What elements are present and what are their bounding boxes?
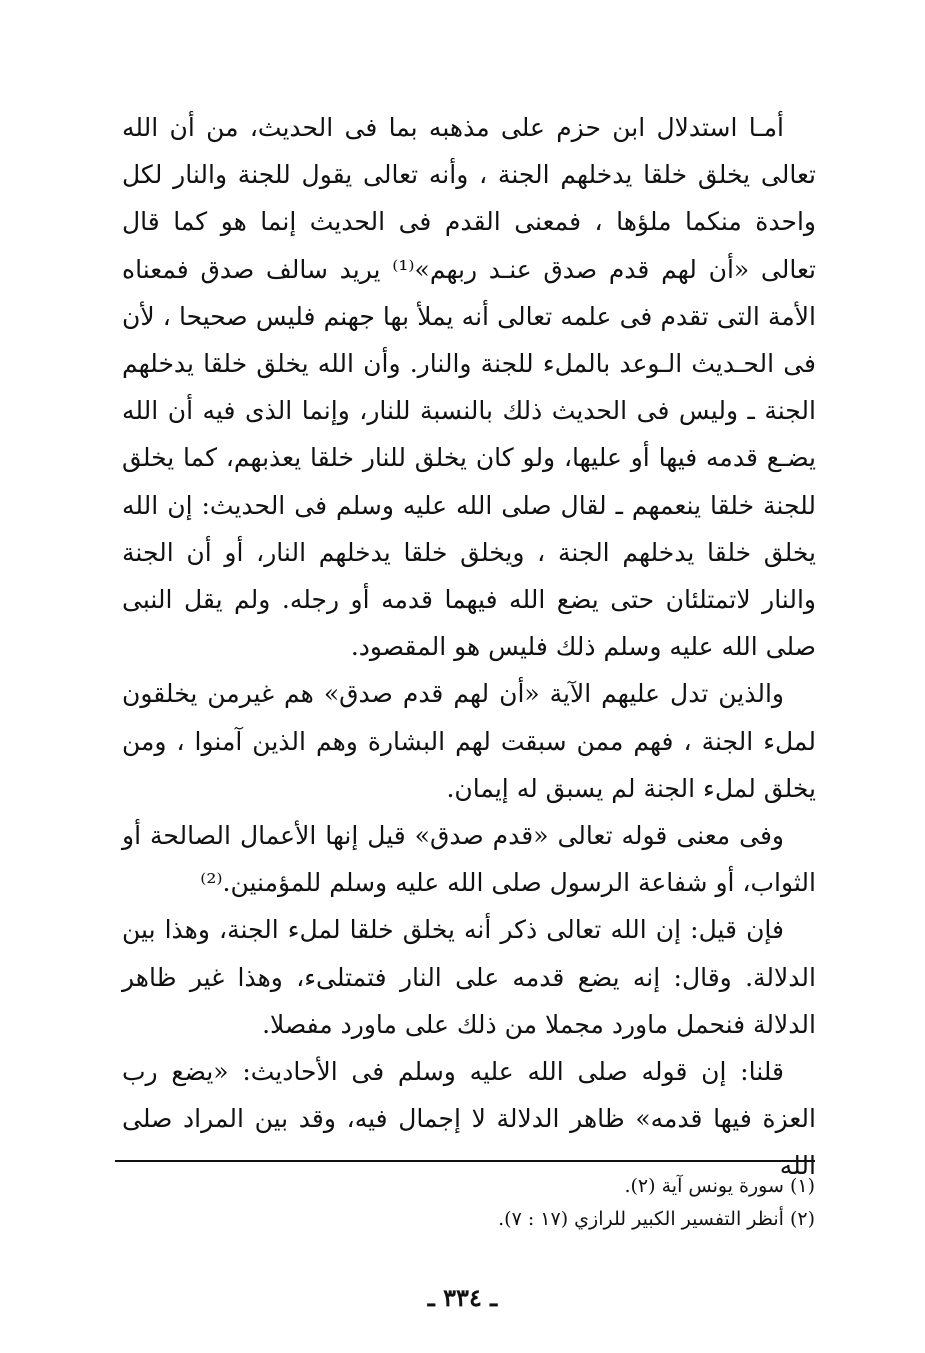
page-number: ـ ٣٣٤ ـ: [427, 1283, 498, 1312]
footnotes: [115, 1170, 815, 1236]
paragraph-3: وفى معنى قوله تعالى «قدم صدق» قيل إنها الأعمال الصالحة أو الثواب، أو شفاعة الرسول صلى الله عليه وسلم للمؤمنين.⁽²⁾: [122, 821, 816, 898]
footnote-1: (١) سورة يونس آية (٢).: [624, 1175, 815, 1197]
paragraph-2: والذين تدل عليهم الآية «أن لهم قدم صدق» هم غيرمن يخلقون لملء الجنة ، فهم ممن سبقت لهم البشارة وهم الذين آمنوا ، ومن يخلق لملء الجنة لم يسبق له إيمان.: [122, 679, 816, 803]
footnote-2: (٢) أنظر التفسير الكبير للرازي (١٧ : ٧).: [498, 1208, 815, 1230]
main-text: [122, 104, 816, 1190]
footnote-divider: [115, 1160, 815, 1162]
paragraph-4: فإن قيل: إن الله تعالى ذكر أنه يخلق خلقا لملء الجنة، وهذا بين الدلالة. وقال: إنه يضع قدمه على النار فتمتلىء، وهذا غير ظاهر الدلالة فنحمل ماورد مجملا من ذلك على ماورد مفصلا.: [122, 915, 816, 1039]
paragraph-5: قلنا: إن قوله صلى الله عليه وسلم فى الأحاديث: «يضع رب العزة فيها قدمه» ظاهر الدلالة لا إجمال فيه، وقد بين المراد صلى الله: [122, 1057, 816, 1181]
paragraph-1: أمـا استدلال ابن حزم على مذهبه بما فى الحديث، من أن الله تعالى يخلق خلقا يدخلهم الجنة ، وأنه تعالى يقول للجنة والنار لكل واحدة منكما ملؤها ، فمعنى القدم فى الحديث إنما هو كما قال تعالى «أن لهم قدم صدق عنـد ربهم»⁽¹⁾ يريد سالف صدق فمعناه الأمة التى تقدم فى علمه تعالى أنه يملأ بها جهنم فليس صحيحا ، لأن فى الحـديث الـوعد بالملء للجنة والنار. وأن الله يخلق خلقا يدخلهم الجنة ـ وليس فى الحديث ذلك بالنسبة للنار، وإنما الذى فيه أن الله يضـع قدمه فيها أو عليها، ولو كان يخلق للنار خلقا يعذبهم، كما يخلق للجنة خلقا ينعمهم ـ لقال صلى الله عليه وسلم فى الحديث: إن الله يخلق خلقا يدخلهم الجنة ، ويخلق خلقا يدخلهم النار، أو أن الجنة والنار لاتمتلئان حتى يضع الله فيهما قدمه أو رجله. ولم يقل النبى صلى الله عليه وسلم ذلك فليس هو المقصود.: [122, 113, 816, 662]
